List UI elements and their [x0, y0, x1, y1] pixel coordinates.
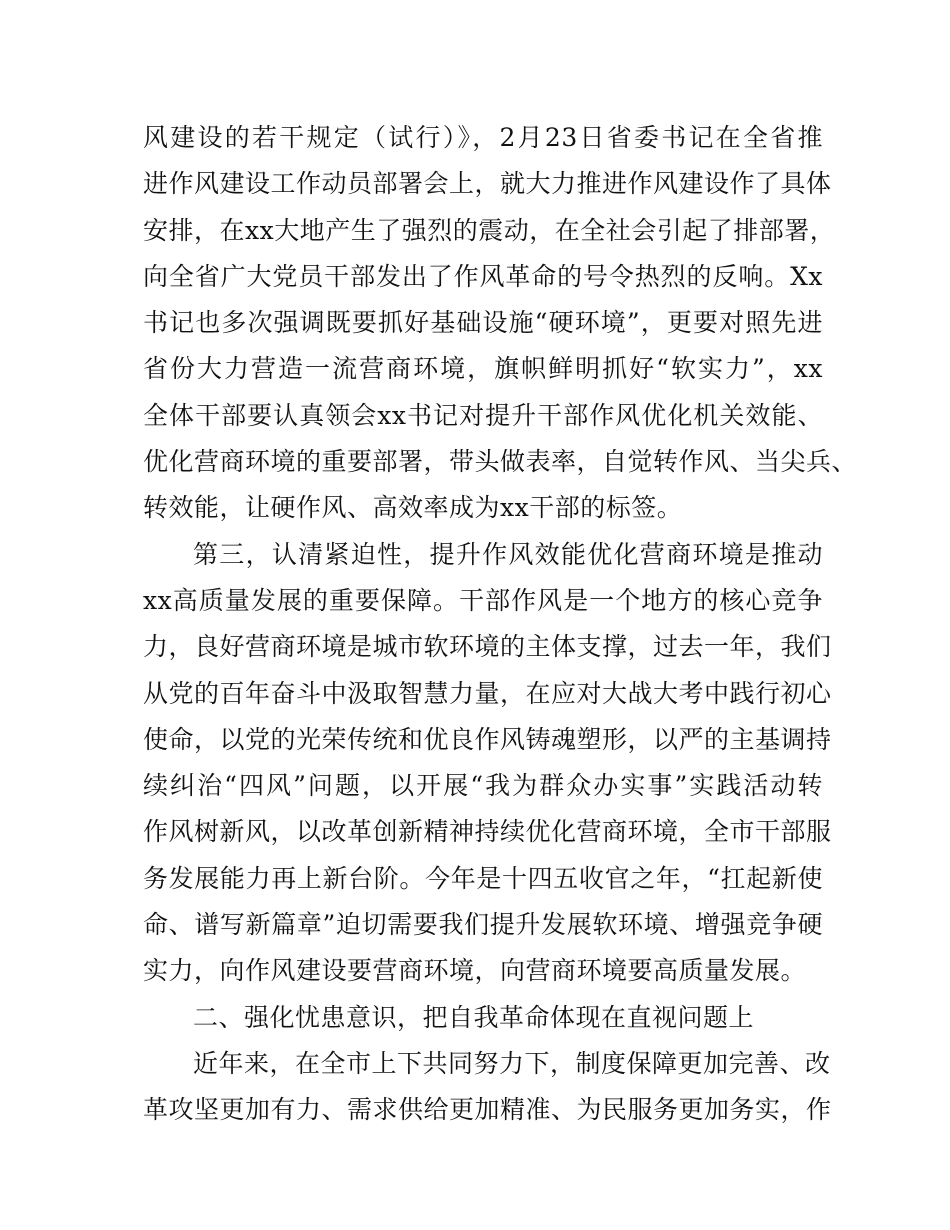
text-line: 向全省广大党员干部发出了作风革命的号令热烈的反响。Xx [143, 261, 823, 291]
text-line: 革攻坚更加有力、需求供给更加精准、为民服务更加务实，作 [143, 1095, 832, 1125]
text-line: 书记也多次强调既要抓好基础设施“硬环境”，更要对照先进 [143, 308, 823, 338]
text-line: 第三，认清紧迫性，提升作风效能优化营商环境是推动 [193, 539, 823, 569]
text-line: 续纠治“四风”问题，以开展“我为群众办实事”实践活动转 [143, 771, 823, 801]
text-line: 风建设的若干规定（试行）》，2月23日省委书记在全省推 [143, 123, 823, 152]
text-line: 省份大力营造一流营商环境，旗帜鲜明抓好“软实力”，xx [143, 354, 823, 384]
text-line: 从党的百年奋斗中汲取智慧力量，在应对大战大考中践行初心 [143, 678, 832, 708]
text-line: 力，良好营商环境是城市软环境的主体支撑，过去一年，我们 [143, 632, 832, 662]
text-line: 安排，在xx大地产生了强烈的震动，在全社会引起了排部署， [143, 215, 836, 245]
text-line: 命、谱写新篇章”迫切需要我们提升发展软环境、增强竞争硬 [143, 910, 823, 940]
text-line: 务发展能力再上新台阶。今年是十四五收官之年，“扛起新使 [143, 863, 823, 893]
text-line: 优化营商环境的重要部署，带头做表率，自觉转作风、当尖兵、 [143, 447, 858, 477]
text-line: 进作风建设工作动员部署会上，就大力推进作风建设作了具体 [143, 169, 832, 199]
heading-line: 二、强化忧患意识，把自我革命体现在直视问题上 [193, 1002, 755, 1032]
text-line: 实力，向作风建设要营商环境，向营商环境要高质量发展。 [143, 956, 807, 986]
paragraph-third-point [143, 532, 832, 995]
document-body [143, 115, 858, 1134]
text-line: 近年来，在全市上下共同努力下，制度保障更加完善、改 [193, 1048, 831, 1078]
text-line: 转效能，让硬作风、高效率成为xx干部的标签。 [143, 493, 683, 523]
section-heading [143, 995, 823, 1041]
text-line: 使命，以党的光荣传统和优良作风铸魂塑形，以严的主基调持 [143, 724, 832, 754]
text-line: xx高质量发展的重要保障。干部作风是一个地方的核心竞争 [143, 585, 823, 615]
text-line: 全体干部要认真领会xx书记对提升干部作风优化机关效能、 [143, 400, 823, 430]
paragraph-continuation [143, 115, 858, 532]
paragraph-recent-years [143, 1041, 832, 1134]
text-line: 作风树新风，以改革创新精神持续优化营商环境，全市干部服 [143, 817, 832, 847]
